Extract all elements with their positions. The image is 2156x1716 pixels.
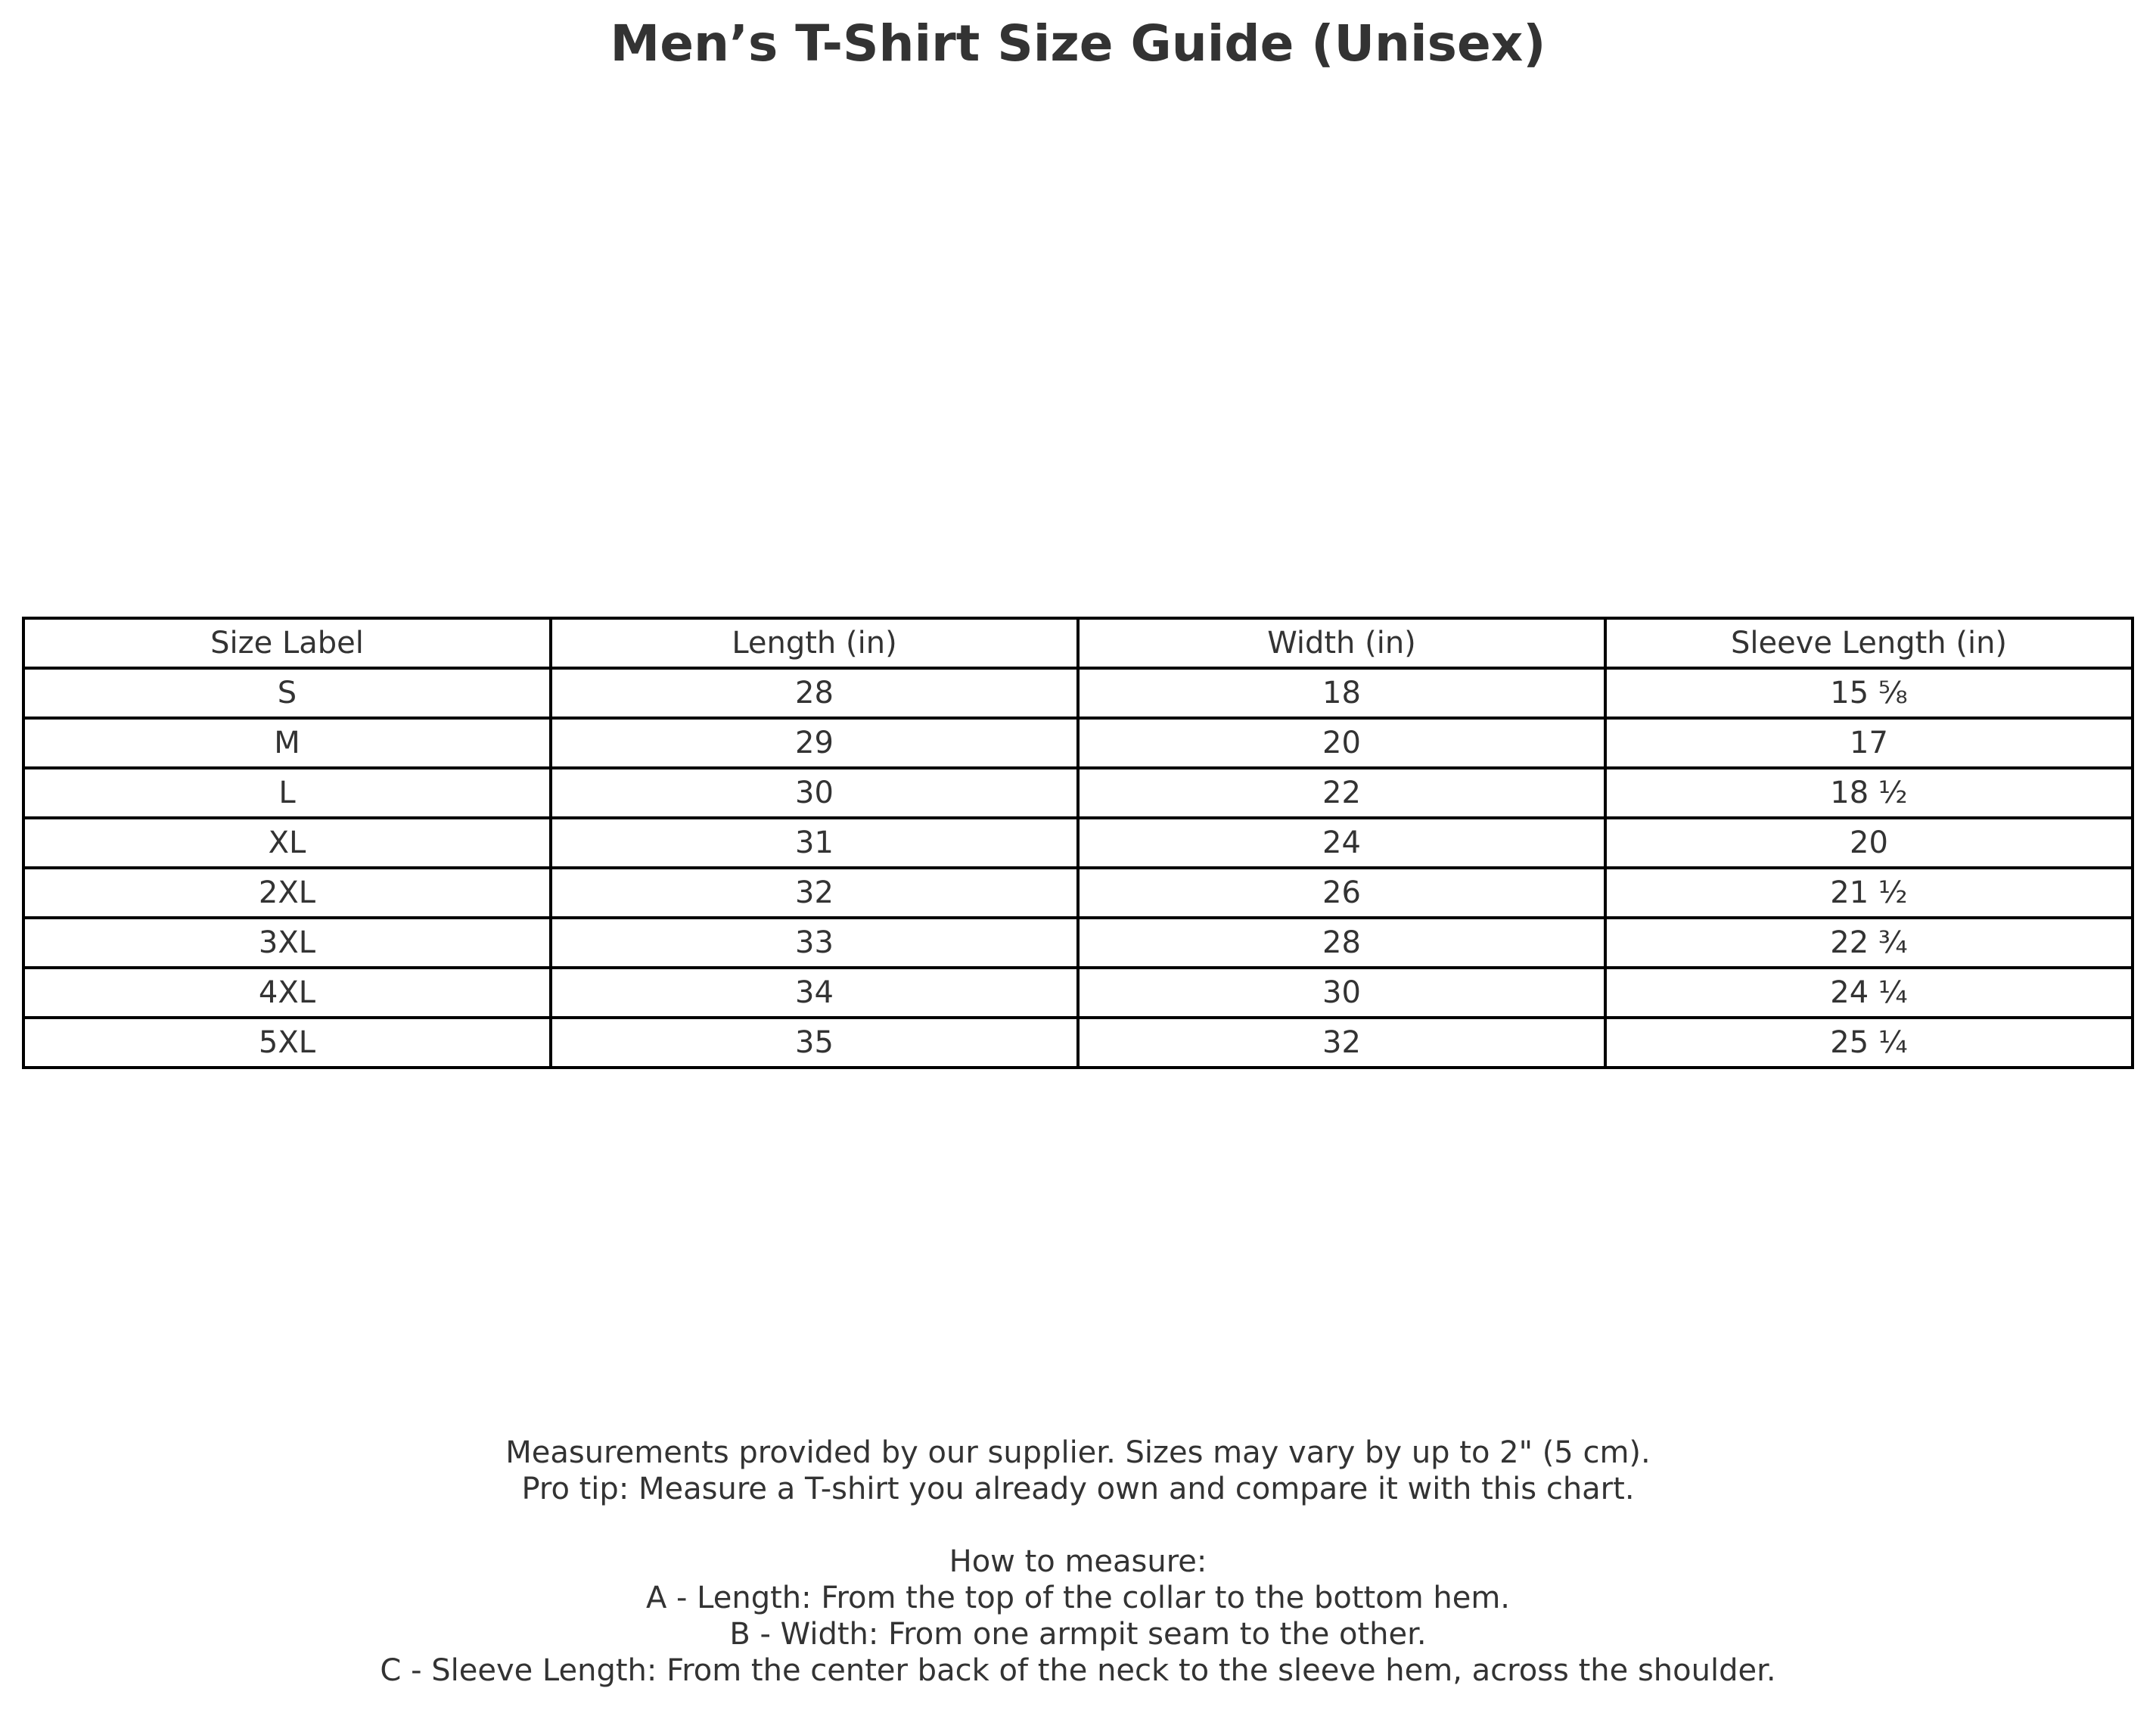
column-header-length: Length (in) (551, 618, 1078, 668)
table-cell-width: 24 (1078, 818, 1605, 868)
table-cell-width: 28 (1078, 918, 1605, 968)
table-cell-size-label: M (23, 718, 551, 768)
table-row (23, 718, 2133, 768)
table-cell-length: 28 (551, 668, 1078, 718)
table-cell-length: 33 (551, 918, 1078, 968)
table-cell-width: 22 (1078, 768, 1605, 818)
table-cell-size-label: 5XL (23, 1018, 551, 1068)
table-cell-size-label: 4XL (23, 968, 551, 1018)
how-to-width: B - Width: From one armpit seam to the other. (729, 1617, 1427, 1652)
disclaimer-text: Measurements provided by our supplier. Sizes may vary by up to 2" (5 cm). (505, 1435, 1651, 1470)
table-cell-length: 34 (551, 968, 1078, 1018)
table-row (23, 868, 2133, 918)
table-cell-length: 31 (551, 818, 1078, 868)
table-cell-size-label: 2XL (23, 868, 551, 918)
table-cell-size-label: XL (23, 818, 551, 868)
table-cell-width: 18 (1078, 668, 1605, 718)
table-header-row (23, 618, 2133, 668)
table-row (23, 668, 2133, 718)
table-cell-width: 20 (1078, 718, 1605, 768)
table-row (23, 1018, 2133, 1068)
table-cell-size-label: 3XL (23, 918, 551, 968)
table-cell-sleeve-length: 21 ½ (1605, 868, 2133, 918)
how-to-sleeve-length: C - Sleeve Length: From the center back of the neck to the sleeve hem, across the shoulder. (380, 1653, 1776, 1688)
chart-title: Men’s T-Shirt Size Guide (Unisex) (610, 14, 1546, 73)
pro-tip-text: Pro tip: Measure a T-shirt you already own and compare it with this chart. (521, 1472, 1635, 1506)
column-header-width: Width (in) (1078, 618, 1605, 668)
size-table (22, 617, 2134, 1069)
table-cell-width: 30 (1078, 968, 1605, 1018)
column-header-sleeve-length: Sleeve Length (in) (1605, 618, 2133, 668)
table-cell-sleeve-length: 22 ¾ (1605, 918, 2133, 968)
table-body (23, 668, 2133, 1068)
how-to-measure-heading: How to measure: (949, 1544, 1207, 1579)
table-cell-length: 29 (551, 718, 1078, 768)
measurement-notes (0, 1435, 2156, 1689)
table-row (23, 768, 2133, 818)
table-cell-sleeve-length: 17 (1605, 718, 2133, 768)
size-table-container (22, 617, 2134, 1069)
notes-spacer (0, 1507, 2156, 1543)
table-cell-sleeve-length: 24 ¼ (1605, 968, 2133, 1018)
table-row (23, 918, 2133, 968)
table-cell-length: 35 (551, 1018, 1078, 1068)
table-cell-length: 30 (551, 768, 1078, 818)
table-cell-sleeve-length: 25 ¼ (1605, 1018, 2133, 1068)
table-cell-sleeve-length: 20 (1605, 818, 2133, 868)
table-cell-size-label: S (23, 668, 551, 718)
table-cell-sleeve-length: 15 ⅝ (1605, 668, 2133, 718)
table-cell-length: 32 (551, 868, 1078, 918)
table-row (23, 968, 2133, 1018)
table-cell-width: 26 (1078, 868, 1605, 918)
how-to-length: A - Length: From the top of the collar to the bottom hem. (645, 1581, 1511, 1615)
column-header-size-label: Size Label (23, 618, 551, 668)
table-cell-width: 32 (1078, 1018, 1605, 1068)
table-row (23, 818, 2133, 868)
table-cell-sleeve-length: 18 ½ (1605, 768, 2133, 818)
table-cell-size-label: L (23, 768, 551, 818)
